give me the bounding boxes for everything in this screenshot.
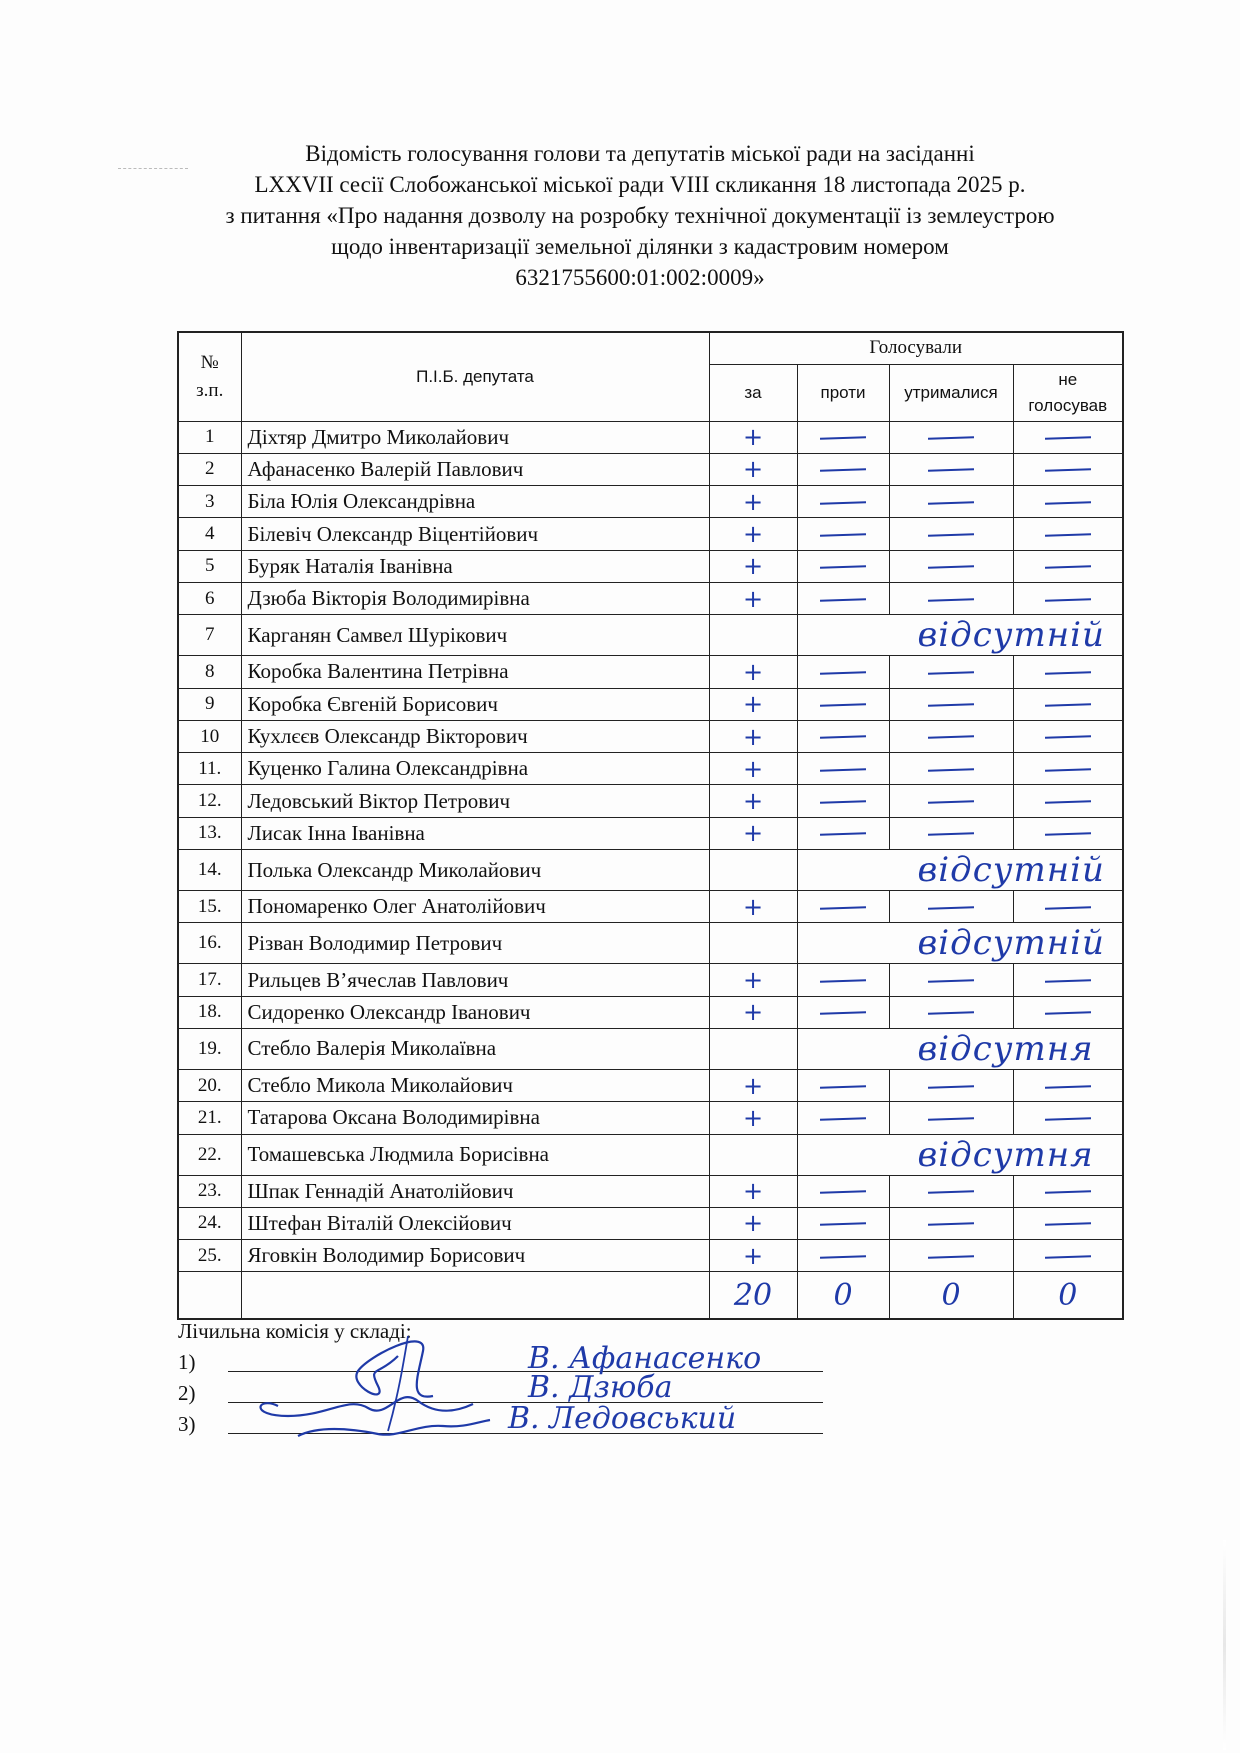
deputy-name: Біла Юлія Олександрівна (241, 486, 709, 518)
vote-for-mark: + (709, 1240, 797, 1272)
dash-mark (820, 598, 866, 602)
dash-mark (1045, 833, 1091, 837)
deputy-name: Коробка Євгеній Борисович (241, 688, 709, 720)
member-index: 3) (178, 1412, 196, 1436)
dash-mark (1045, 800, 1091, 804)
table-row (178, 1134, 1123, 1175)
table-row (178, 1207, 1123, 1239)
total-against: 0 (797, 1272, 889, 1320)
vote-for-mark: + (709, 688, 797, 720)
total-abstain: 0 (889, 1272, 1013, 1320)
vote-for-mark (709, 1028, 797, 1069)
document-title (180, 138, 1100, 293)
deputy-name: Яговкін Володимир Борисович (241, 1240, 709, 1272)
dash-mark (1045, 979, 1091, 983)
table-row (178, 720, 1123, 752)
vote-for-mark: + (709, 1102, 797, 1134)
row-number: 17. (178, 964, 241, 996)
scan-artifact (118, 168, 188, 171)
deputy-name: Буряк Наталія Іванівна (241, 550, 709, 582)
row-number: 2 (178, 453, 241, 485)
vote-against-dash (797, 1069, 889, 1101)
deputy-name: Коробка Валентина Петрівна (241, 656, 709, 688)
dash-mark (928, 1085, 974, 1089)
deputy-name: Кухлєєв Олександр Вікторович (241, 720, 709, 752)
col-header-against: проти (797, 364, 889, 421)
vote-against-dash (797, 550, 889, 582)
member-signature-name: В. Афанасенко (528, 1341, 762, 1376)
deputy-name: Рильцев В’ячеслав Павлович (241, 964, 709, 996)
counting-commission (178, 1316, 762, 1440)
row-number: 9 (178, 688, 241, 720)
vote-for-mark: + (709, 421, 797, 453)
dash-mark (820, 1117, 866, 1121)
table-row (178, 1175, 1123, 1207)
vote-abstain-dash (889, 453, 1013, 485)
member-index: 2) (178, 1381, 196, 1405)
vote-not-voted-dash (1013, 1069, 1123, 1101)
vote-against-dash (797, 1207, 889, 1239)
vote-against-dash (797, 753, 889, 785)
vote-not-voted-dash (1013, 785, 1123, 817)
vote-against-dash (797, 785, 889, 817)
vote-against-dash (797, 1102, 889, 1134)
vote-for-mark (709, 850, 797, 891)
vote-for-mark: + (709, 891, 797, 923)
deputy-name: Сидоренко Олександр Іванович (241, 996, 709, 1028)
row-number: 3 (178, 486, 241, 518)
total-for: 20 (709, 1272, 797, 1320)
dash-mark (928, 671, 974, 675)
dash-mark (1045, 565, 1091, 569)
dash-mark (820, 533, 866, 537)
row-number: 8 (178, 656, 241, 688)
scan-edge-artifact (1223, 1540, 1226, 1750)
vote-for-mark (709, 1134, 797, 1175)
vote-not-voted-dash (1013, 1102, 1123, 1134)
table-row (178, 891, 1123, 923)
dash-mark (820, 501, 866, 505)
vote-not-voted-dash (1013, 688, 1123, 720)
dash-mark (928, 1223, 974, 1227)
dash-mark (928, 1190, 974, 1194)
vote-against-dash (797, 582, 889, 614)
vote-not-voted-dash (1013, 656, 1123, 688)
deputy-name: Діхтяр Дмитро Миколайович (241, 421, 709, 453)
voting-table (177, 331, 1124, 1320)
vote-against-dash (797, 1175, 889, 1207)
vote-for-mark: + (709, 550, 797, 582)
vote-against-dash (797, 486, 889, 518)
vote-against-dash (797, 1240, 889, 1272)
table-row (178, 923, 1123, 964)
row-number: 22. (178, 1134, 241, 1175)
vote-not-voted-dash (1013, 996, 1123, 1028)
vote-abstain-dash (889, 518, 1013, 550)
vote-abstain-dash (889, 964, 1013, 996)
dash-mark (1045, 1011, 1091, 1015)
deputy-name: Шпак Геннадій Анатолійович (241, 1175, 709, 1207)
dash-mark (1045, 469, 1091, 473)
table-row (178, 688, 1123, 720)
dash-mark (928, 565, 974, 569)
vote-abstain-dash (889, 1069, 1013, 1101)
vote-for-mark: + (709, 996, 797, 1028)
row-number: 21. (178, 1102, 241, 1134)
vote-for-mark: + (709, 720, 797, 752)
vote-for-mark (709, 923, 797, 964)
row-number: 19. (178, 1028, 241, 1069)
deputy-name: Афанасенко Валерій Павлович (241, 453, 709, 485)
vote-for-mark: + (709, 753, 797, 785)
dash-mark (820, 1011, 866, 1015)
dash-mark (820, 979, 866, 983)
dash-mark (928, 1011, 974, 1015)
table-row (178, 656, 1123, 688)
deputy-name: Карганян Самвел Шурікович (241, 615, 709, 656)
dash-mark (928, 1117, 974, 1121)
title-line: Відомість голосування голови та депутатів міської ради на засіданні (305, 141, 975, 166)
table-row (178, 817, 1123, 849)
row-number: 16. (178, 923, 241, 964)
vote-against-dash (797, 891, 889, 923)
vote-for-mark: + (709, 1175, 797, 1207)
deputy-name: Пономаренко Олег Анатолійович (241, 891, 709, 923)
absent-note: відсутній (797, 615, 1123, 656)
dash-mark (1045, 671, 1091, 675)
vote-abstain-dash (889, 785, 1013, 817)
absent-note: відсутня (797, 1134, 1123, 1175)
dash-mark (1045, 1117, 1091, 1121)
table-row (178, 1028, 1123, 1069)
vote-not-voted-dash (1013, 582, 1123, 614)
row-number: 14. (178, 850, 241, 891)
row-number: 11. (178, 753, 241, 785)
vote-not-voted-dash (1013, 421, 1123, 453)
vote-for-mark: + (709, 486, 797, 518)
dash-mark (820, 1190, 866, 1194)
member-index: 1) (178, 1350, 196, 1374)
title-line: 6321755600:01:002:0009» (515, 265, 765, 290)
col-header-name: П.І.Б. депутата (241, 332, 709, 421)
row-number: 20. (178, 1069, 241, 1101)
vote-against-dash (797, 518, 889, 550)
dash-mark (928, 1255, 974, 1259)
dash-mark (820, 1085, 866, 1089)
absent-note: відсутній (797, 923, 1123, 964)
vote-for-mark: + (709, 785, 797, 817)
table-row (178, 582, 1123, 614)
dash-mark (1045, 1085, 1091, 1089)
vote-abstain-dash (889, 421, 1013, 453)
vote-for-mark: + (709, 656, 797, 688)
dash-mark (1045, 768, 1091, 772)
col-header-for: за (709, 364, 797, 421)
vote-abstain-dash (889, 582, 1013, 614)
vote-abstain-dash (889, 753, 1013, 785)
dash-mark (820, 703, 866, 707)
dash-mark (820, 768, 866, 772)
dash-mark (1045, 501, 1091, 505)
row-number: 23. (178, 1175, 241, 1207)
deputy-name: Куценко Галина Олександрівна (241, 753, 709, 785)
vote-not-voted-dash (1013, 1240, 1123, 1272)
absent-note: відсутній (797, 850, 1123, 891)
vote-abstain-dash (889, 1207, 1013, 1239)
vote-abstain-dash (889, 1102, 1013, 1134)
vote-not-voted-dash (1013, 486, 1123, 518)
row-number: 10 (178, 720, 241, 752)
dash-mark (928, 469, 974, 473)
row-number: 6 (178, 582, 241, 614)
row-number: 7 (178, 615, 241, 656)
dash-mark (820, 736, 866, 740)
dash-mark (820, 800, 866, 804)
table-row (178, 421, 1123, 453)
vote-abstain-dash (889, 550, 1013, 582)
vote-for-mark: + (709, 1207, 797, 1239)
vote-abstain-dash (889, 486, 1013, 518)
vote-abstain-dash (889, 996, 1013, 1028)
vote-abstain-dash (889, 656, 1013, 688)
row-number: 25. (178, 1240, 241, 1272)
deputy-name: Ледовський Віктор Петрович (241, 785, 709, 817)
vote-abstain-dash (889, 1240, 1013, 1272)
dash-mark (820, 469, 866, 473)
vote-against-dash (797, 964, 889, 996)
dash-mark (820, 1255, 866, 1259)
vote-not-voted-dash (1013, 518, 1123, 550)
vote-abstain-dash (889, 891, 1013, 923)
totals-empty (178, 1272, 241, 1320)
col-header-not-voted: не голосував (1013, 364, 1123, 421)
dash-mark (1045, 1255, 1091, 1259)
row-number: 4 (178, 518, 241, 550)
vote-abstain-dash (889, 720, 1013, 752)
deputy-name: Білевіч Олександр Віцентійович (241, 518, 709, 550)
dash-mark (1045, 436, 1091, 440)
title-line: щодо інвентаризації земельної ділянки з кадастровим номером (331, 234, 949, 259)
vote-against-dash (797, 421, 889, 453)
vote-not-voted-dash (1013, 753, 1123, 785)
dash-mark (928, 436, 974, 440)
dash-mark (820, 1223, 866, 1227)
deputy-name: Стебло Валерія Миколаївна (241, 1028, 709, 1069)
vote-for-mark: + (709, 1069, 797, 1101)
vote-abstain-dash (889, 817, 1013, 849)
deputy-name: Томашевська Людмила Борисівна (241, 1134, 709, 1175)
row-number: 5 (178, 550, 241, 582)
dash-mark (820, 833, 866, 837)
dash-mark (928, 906, 974, 910)
deputy-name: Штефан Віталій Олексійович (241, 1207, 709, 1239)
dash-mark (928, 703, 974, 707)
vote-against-dash (797, 656, 889, 688)
vote-not-voted-dash (1013, 1207, 1123, 1239)
vote-for-mark (709, 615, 797, 656)
title-line: LXXVII сесії Слобожанської міської ради VIII скликання 18 листопада 2025 р. (254, 172, 1026, 197)
vote-abstain-dash (889, 1175, 1013, 1207)
row-number: 24. (178, 1207, 241, 1239)
table-row (178, 785, 1123, 817)
dash-mark (820, 565, 866, 569)
dash-mark (1045, 906, 1091, 910)
vote-not-voted-dash (1013, 453, 1123, 485)
table-row (178, 1240, 1123, 1272)
dash-mark (1045, 1190, 1091, 1194)
dash-mark (820, 436, 866, 440)
vote-abstain-dash (889, 688, 1013, 720)
col-header-voted: Голосували (709, 332, 1123, 364)
col-header-abstain: утрималися (889, 364, 1013, 421)
dash-mark (820, 906, 866, 910)
vote-for-mark: + (709, 453, 797, 485)
deputy-name: Стебло Микола Миколайович (241, 1069, 709, 1101)
deputy-name: Полька Олександр Миколайович (241, 850, 709, 891)
dash-mark (928, 979, 974, 983)
absent-note: відсутня (797, 1028, 1123, 1069)
table-row (178, 753, 1123, 785)
table-row (178, 1069, 1123, 1101)
vote-against-dash (797, 817, 889, 849)
vote-for-mark: + (709, 582, 797, 614)
dash-mark (820, 671, 866, 675)
row-number: 1 (178, 421, 241, 453)
vote-against-dash (797, 996, 889, 1028)
title-line: з питання «Про надання дозволу на розробку технічної документації із землеустрою (225, 203, 1055, 228)
dash-mark (928, 768, 974, 772)
dash-mark (1045, 1223, 1091, 1227)
member-signature-name: В. Ледовський (508, 1401, 737, 1436)
row-number: 13. (178, 817, 241, 849)
dash-mark (928, 598, 974, 602)
total-not-voted: 0 (1013, 1272, 1123, 1320)
vote-for-mark: + (709, 518, 797, 550)
vote-not-voted-dash (1013, 964, 1123, 996)
deputy-name: Дзюба Вікторія Володимирівна (241, 582, 709, 614)
deputy-name: Татарова Оксана Володимирівна (241, 1102, 709, 1134)
vote-against-dash (797, 720, 889, 752)
vote-not-voted-dash (1013, 720, 1123, 752)
vote-not-voted-dash (1013, 817, 1123, 849)
table-row (178, 453, 1123, 485)
vote-against-dash (797, 688, 889, 720)
vote-for-mark: + (709, 817, 797, 849)
dash-mark (1045, 533, 1091, 537)
totals-label (241, 1272, 709, 1320)
table-row (178, 518, 1123, 550)
deputy-name: Різван Володимир Петрович (241, 923, 709, 964)
vote-for-mark: + (709, 964, 797, 996)
vote-not-voted-dash (1013, 891, 1123, 923)
table-row (178, 850, 1123, 891)
member-signature-name: В. Дзюба (528, 1370, 673, 1405)
table-row (178, 486, 1123, 518)
col-header-number: № з.п. (178, 332, 241, 421)
table-row (178, 615, 1123, 656)
handwritten-signatures (228, 1316, 488, 1446)
table-row (178, 996, 1123, 1028)
table-row (178, 1102, 1123, 1134)
commission-label: Лічильна комісія у складі: (178, 1319, 412, 1343)
row-number: 12. (178, 785, 241, 817)
dash-mark (928, 833, 974, 837)
row-number: 15. (178, 891, 241, 923)
dash-mark (1045, 703, 1091, 707)
dash-mark (928, 533, 974, 537)
table-row (178, 550, 1123, 582)
dash-mark (928, 501, 974, 505)
row-number: 18. (178, 996, 241, 1028)
vote-against-dash (797, 453, 889, 485)
vote-not-voted-dash (1013, 1175, 1123, 1207)
vote-not-voted-dash (1013, 550, 1123, 582)
dash-mark (1045, 598, 1091, 602)
deputy-name: Лисак Інна Іванівна (241, 817, 709, 849)
dash-mark (1045, 736, 1091, 740)
table-row (178, 964, 1123, 996)
dash-mark (928, 800, 974, 804)
dash-mark (928, 736, 974, 740)
